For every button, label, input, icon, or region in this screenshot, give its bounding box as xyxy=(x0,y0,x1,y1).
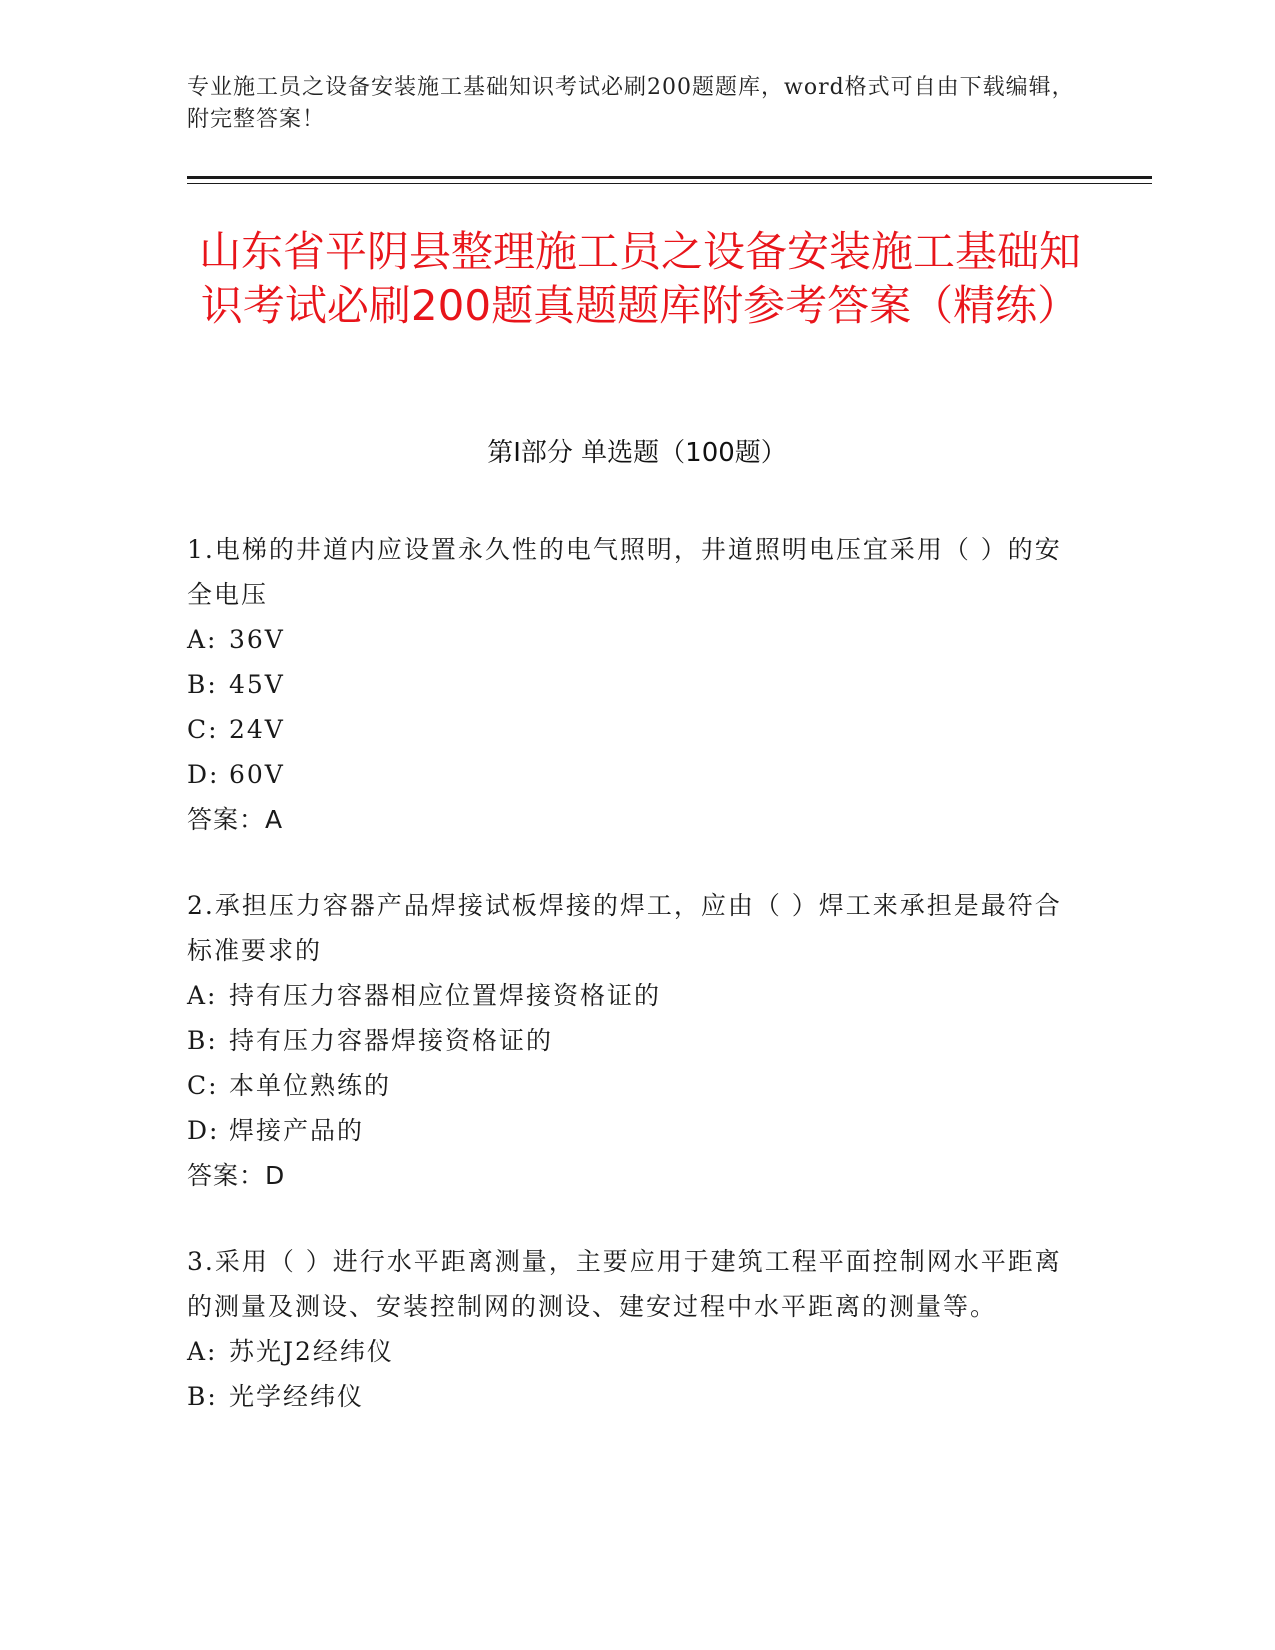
option-letter: A: xyxy=(187,1337,218,1366)
question-item xyxy=(187,527,1067,842)
option-letter: A: xyxy=(187,981,218,1010)
question-option xyxy=(187,707,1067,752)
question-text: 1.电梯的井道内应设置永久性的电气照明，井道照明电压宜采用（ ）的安全电压 xyxy=(187,535,1062,609)
question-answer: 答案：A xyxy=(187,805,284,834)
option-text: 光学经纬仪 xyxy=(229,1382,365,1411)
option-text: 本单位熟练的 xyxy=(229,1071,392,1100)
question-item xyxy=(187,883,1067,1198)
question-option xyxy=(187,752,1067,797)
question-text: 3.采用（ ）进行水平距离测量，主要应用于建筑工程平面控制网水平距离的测量及测设、安装控制网的测设、建安过程中水平距离的测量等。 xyxy=(187,1247,1062,1321)
option-letter: B: xyxy=(187,670,218,699)
document-title: 山东省平阴县整理施工员之设备安装施工基础知识考试必刷200题真题题库附参考答案（精练） xyxy=(198,227,1081,330)
question-option xyxy=(187,1063,1067,1108)
option-text: 焊接产品的 xyxy=(229,1116,365,1145)
option-letter: B: xyxy=(187,1382,218,1411)
header-rule-thick xyxy=(187,176,1152,179)
option-text: 36V xyxy=(229,625,285,654)
question-option xyxy=(187,617,1067,662)
question-option xyxy=(187,973,1067,1018)
option-text: 持有压力容器焊接资格证的 xyxy=(229,1026,554,1055)
option-text: 苏光J2经纬仪 xyxy=(229,1337,394,1366)
option-letter: D: xyxy=(187,760,220,789)
header-rule-thin xyxy=(187,183,1152,184)
question-answer: 答案：D xyxy=(187,1161,286,1190)
question-text: 2.承担压力容器产品焊接试板焊接的焊工，应由（ ）焊工来承担是最符合标准要求的 xyxy=(187,891,1062,965)
option-text: 60V xyxy=(229,760,285,789)
option-text: 持有压力容器相应位置焊接资格证的 xyxy=(229,981,662,1010)
option-letter: A: xyxy=(187,625,218,654)
question-option xyxy=(187,1374,1067,1419)
option-letter: C: xyxy=(187,715,219,744)
option-letter: B: xyxy=(187,1026,218,1055)
question-list xyxy=(187,527,1067,1460)
section-heading: 第I部分 单选题（100题） xyxy=(487,438,787,468)
question-option xyxy=(187,1108,1067,1153)
header-note: 专业施工员之设备安装施工基础知识考试必刷200题题库，word格式可自由下载编辑，附完整答案！ xyxy=(187,75,1075,132)
option-text: 24V xyxy=(229,715,285,744)
question-option xyxy=(187,662,1067,707)
option-letter: C: xyxy=(187,1071,219,1100)
option-letter: D: xyxy=(187,1116,220,1145)
question-option xyxy=(187,1329,1067,1374)
option-text: 45V xyxy=(229,670,285,699)
question-option xyxy=(187,1018,1067,1063)
question-item xyxy=(187,1239,1067,1419)
